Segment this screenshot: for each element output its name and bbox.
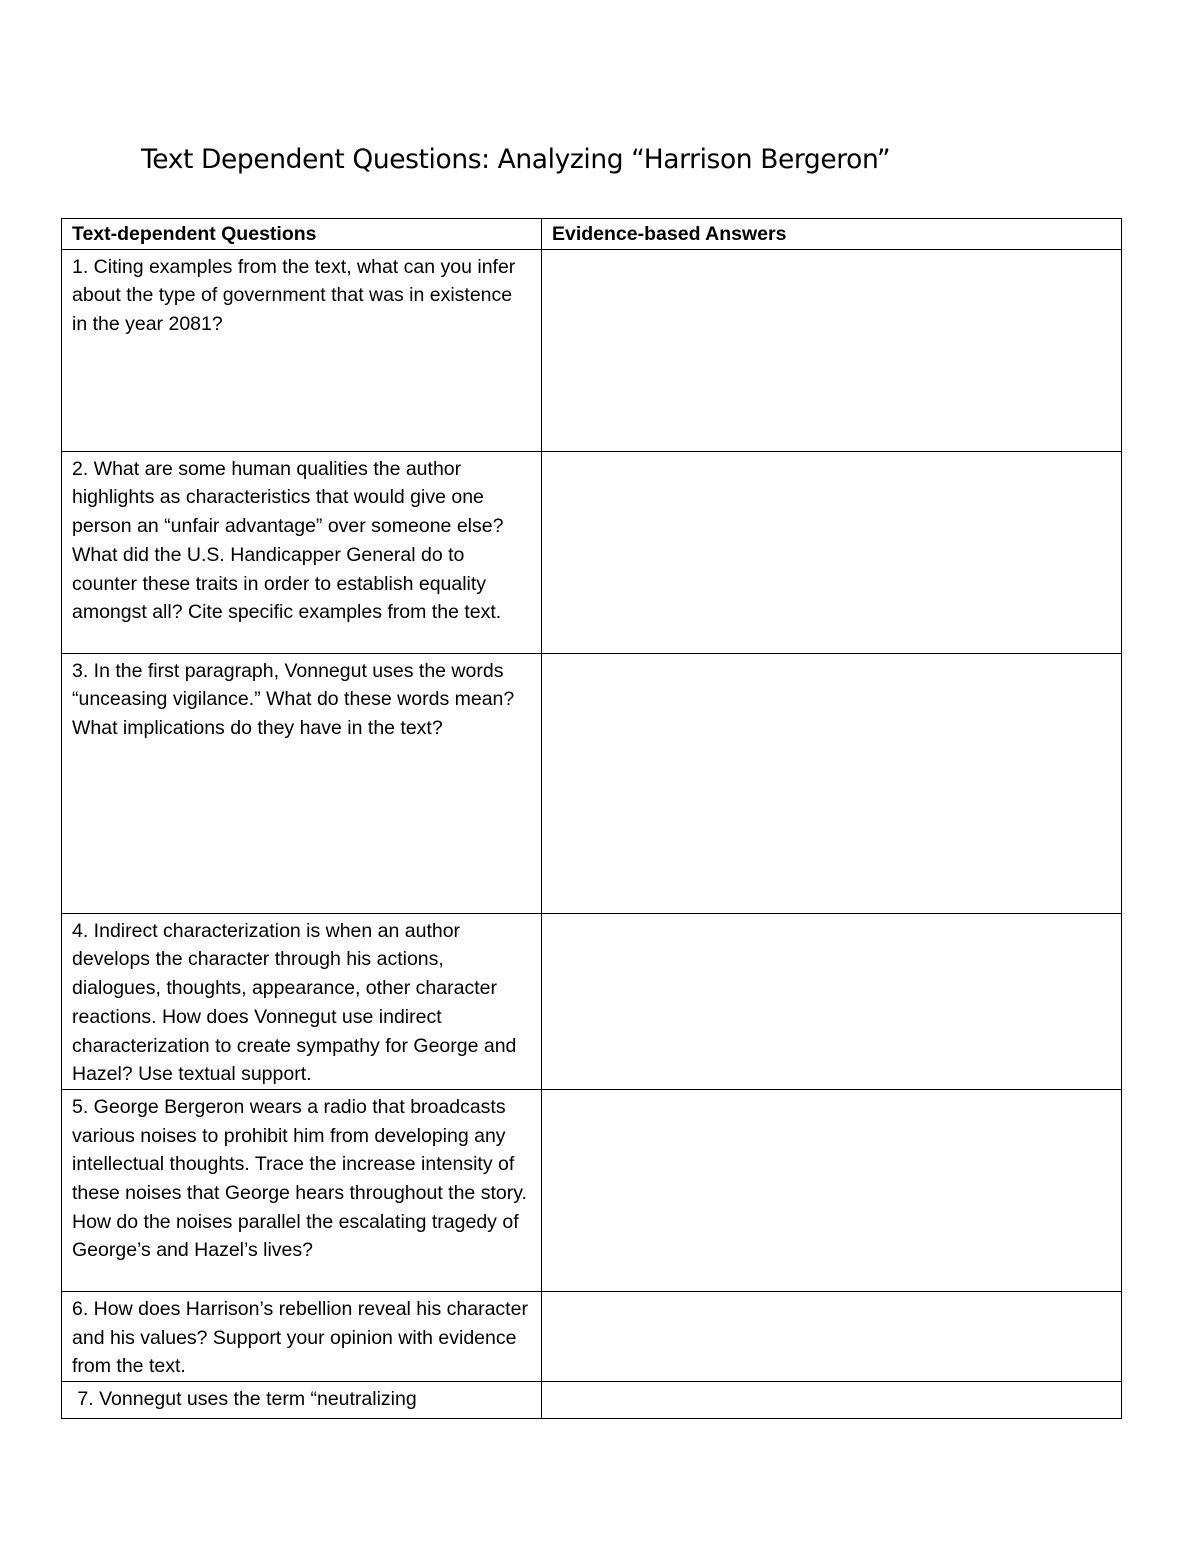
table-row-1 [62, 249, 1122, 451]
answer-cell-3[interactable] [542, 653, 1122, 913]
table-row-4 [62, 913, 1122, 1089]
table-header-row [62, 219, 1122, 250]
answer-cell-4[interactable] [542, 913, 1122, 1089]
table-row-6 [62, 1291, 1122, 1381]
questions-table [61, 218, 1122, 1419]
question-3-text: 3. In the first paragraph, Vonnegut uses the words “unceasing vigilance.” What do these words mean? What implications do they have in the text? [72, 659, 515, 740]
document-title: Text Dependent Questions: Analyzing “Harrison Bergeron” [141, 144, 891, 175]
question-cell-5 [62, 1089, 542, 1291]
question-cell-1 [62, 249, 542, 451]
question-1-text: 1. Citing examples from the text, what can you infer about the type of government that was in existence in the year 2081? [72, 255, 516, 336]
answer-cell-1[interactable] [542, 249, 1122, 451]
header-questions: Text-dependent Questions [62, 219, 542, 250]
question-cell-2 [62, 451, 542, 653]
header-answers: Evidence-based Answers [542, 219, 1122, 250]
question-cell-7 [62, 1382, 542, 1419]
table-row-3 [62, 653, 1122, 913]
answer-cell-7[interactable] [542, 1382, 1122, 1419]
answer-cell-5[interactable] [542, 1089, 1122, 1291]
question-4-text: 4. Indirect characterization is when an author develops the character through his actions, dialogues, thoughts, appearance, other character reactions. How does Vonnegut use indirect characterization to create sympathy for George and Hazel? Use textual support. [72, 919, 517, 1086]
question-cell-6 [62, 1291, 542, 1381]
answer-cell-2[interactable] [542, 451, 1122, 653]
question-6-text: 6. How does Harrison’s rebellion reveal his character and his values? Support your opinion with evidence from the text. [72, 1297, 528, 1378]
table-row-5 [62, 1089, 1122, 1291]
question-5-text: 5. George Bergeron wears a radio that broadcasts various noises to prohibit him from developing any intellectual thoughts. Trace the increase intensity of these noises that George hears throughout the story. How do the noises parallel the escalating tragedy of George’s and Hazel’s lives? [72, 1095, 527, 1262]
question-cell-4 [62, 913, 542, 1089]
question-cell-3 [62, 653, 542, 913]
question-2-text: 2. What are some human qualities the author highlights as characteristics that would give one person an “unfair advantage” over someone else? What did the U.S. Handicapper General do to counter these traits in order to establish equality amongst all? Cite specific examples from the text. [72, 457, 504, 624]
table-row-7 [62, 1382, 1122, 1419]
question-7-text: 7. Vonnegut uses the term “neutralizing [72, 1388, 417, 1411]
answer-cell-6[interactable] [542, 1291, 1122, 1381]
table-row-2 [62, 451, 1122, 653]
